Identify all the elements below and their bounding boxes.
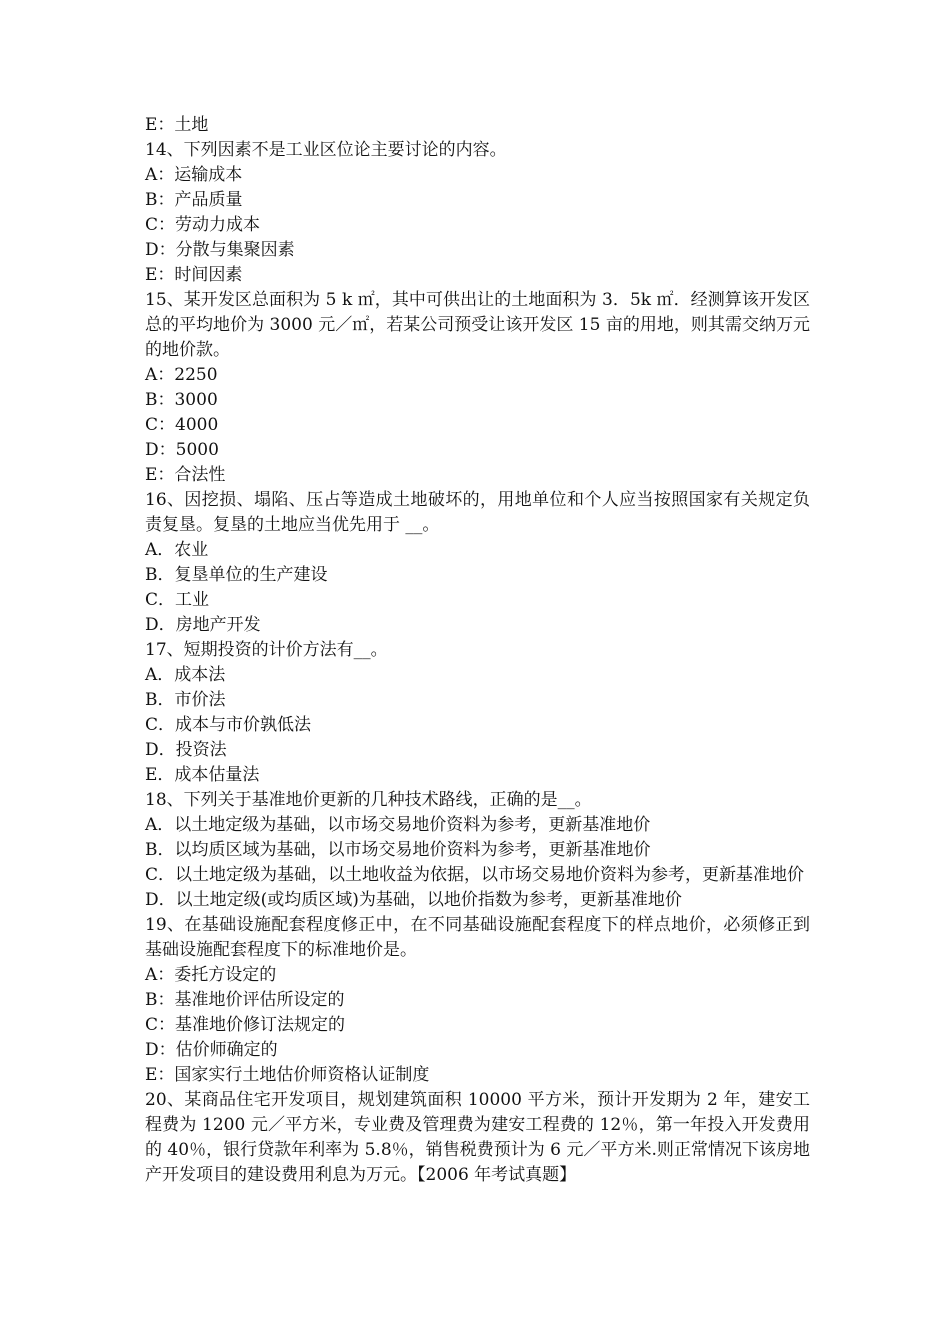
text-line: 17、短期投资的计价方法有__。 (145, 640, 388, 660)
text-line: C：劳动力成本 (145, 215, 261, 235)
text-line: A：运输成本 (145, 165, 243, 185)
text-line: B：基准地价评估所设定的 (145, 990, 345, 1010)
text-line: B：产品质量 (145, 190, 243, 210)
text-line: B：3000 (145, 390, 218, 410)
text-line: D：估价师确定的 (145, 1040, 278, 1060)
text-line: D．房地产开发 (145, 615, 261, 635)
text-line: C．成本与市价孰低法 (145, 715, 312, 735)
text-line: E：国家实行土地估价师资格认证制度 (145, 1065, 430, 1085)
question-paragraph: 20、某商品住宅开发项目，规划建筑面积 10000 平方米，预计开发期为 2 年，建安工程费为 1200 元／平方米，专业费及管理费为建安工程费的 12％，第一年投入开发费用的 40％，银行贷款年利率为 5.8％，销售税费预计为 6 元／平方米.则正常情况下该房地产开发项目的建设费用利息为万元。【2006 年考试真题】 (145, 1090, 810, 1185)
text-line: E：土地 (145, 115, 209, 135)
text-line: A．以土地定级为基础，以市场交易地价资料为参考，更新基准地价 (145, 815, 651, 835)
text-line: A．成本法 (145, 665, 226, 685)
text-line: A：2250 (145, 365, 218, 385)
text-line: C：基准地价修订法规定的 (145, 1015, 346, 1035)
question-paragraph: 19、在基础设施配套程度修正中，在不同基础设施配套程度下的样点地价，必须修正到基础设施配套程度下的标准地价是。 (145, 915, 810, 960)
text-line: B．以均质区域为基础，以市场交易地价资料为参考，更新基准地价 (145, 840, 651, 860)
text-line: D：分散与集聚因素 (145, 240, 295, 260)
text-line: C：4000 (145, 415, 219, 435)
text-line: D．以土地定级(或均质区域)为基础，以地价指数为参考，更新基准地价 (145, 890, 682, 910)
document-body (145, 113, 810, 1188)
text-line: B．市价法 (145, 690, 226, 710)
text-line: B．复垦单位的生产建设 (145, 565, 328, 585)
question-paragraph: 15、某开发区总面积为 5 k ㎡，其中可供出让的土地面积为 3．5k ㎡．经测算该开发区总的平均地价为 3000 元／㎡，若某公司预受让该开发区 15 亩的用地，则其需交纳万元的地价款。 (145, 290, 810, 360)
text-line: A．农业 (145, 540, 209, 560)
text-line: D：5000 (145, 440, 219, 460)
text-line: D．投资法 (145, 740, 227, 760)
text-line: A：委托方设定的 (145, 965, 277, 985)
question-paragraph: C．以土地定级为基础，以土地收益为依据，以市场交易地价资料为参考，更新基准地价 (145, 865, 805, 885)
text-line: E：时间因素 (145, 265, 243, 285)
text-line: C．工业 (145, 590, 210, 610)
question-paragraph: 16、因挖损、塌陷、压占等造成土地破坏的，用地单位和个人应当按照国家有关规定负责复垦。复垦的土地应当优先用于 __。 (145, 490, 810, 535)
text-line: 18、下列关于基准地价更新的几种技术路线，正确的是__。 (145, 790, 592, 810)
text-line: E．成本估量法 (145, 765, 260, 785)
text-line: E：合法性 (145, 465, 226, 485)
text-line: 14、下列因素不是工业区位论主要讨论的内容。 (145, 140, 507, 160)
